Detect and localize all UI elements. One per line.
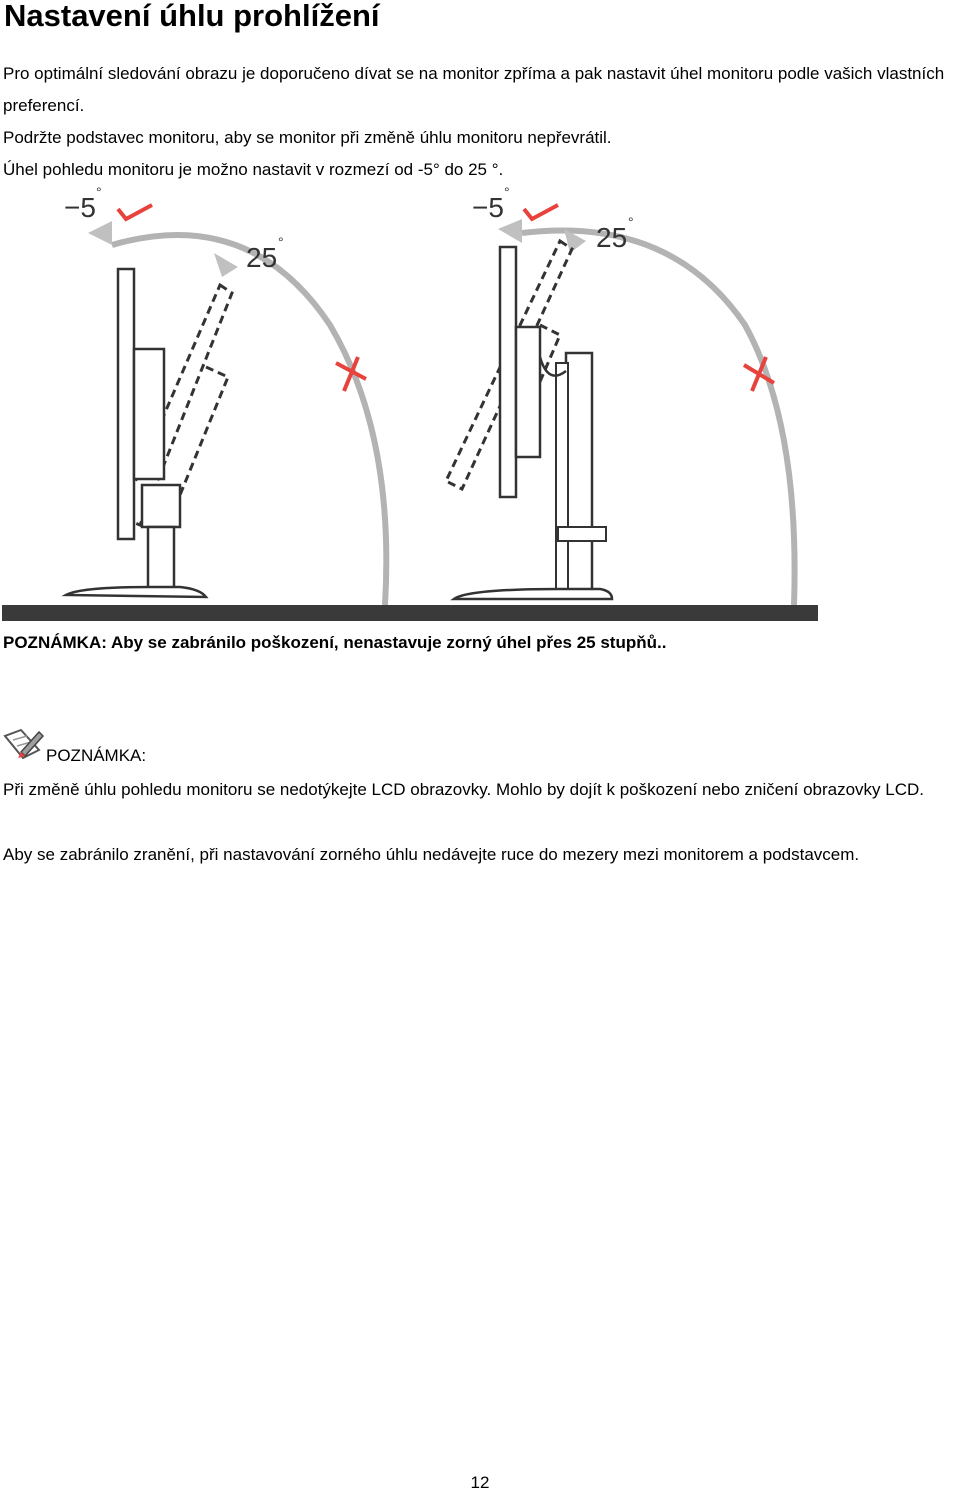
floor-bar (2, 605, 818, 621)
degree-sign: ° (278, 234, 284, 250)
hold-stand-paragraph: Podržte podstavec monitoru, aby se monitor při změně úhlu monitoru nepřevrátil. (3, 128, 612, 147)
degree-sign: ° (96, 185, 102, 200)
minus-label: −5 (472, 192, 504, 223)
tilt-warning: POZNÁMKA: Aby se zabránilo poškození, nenastavuje zorný úhel přes 25 stupňů.. (3, 633, 667, 652)
note-heading: POZNÁMKA: (46, 746, 147, 765)
page-number: 12 (470, 1473, 490, 1492)
intro-paragraph: Pro optimální sledování obrazu je doporučeno dívat se na monitor zpříma a pak nastavit úhel monitoru podle vašich vlastních preferencí. (3, 64, 945, 115)
check-icon (524, 205, 558, 219)
note-pencil-icon (3, 728, 45, 764)
degree-sign: ° (628, 214, 634, 230)
degree-sign: ° (504, 185, 510, 200)
arrow-left-icon (88, 221, 112, 245)
monitor-base (454, 589, 612, 599)
right-monitor-diagram (446, 185, 795, 605)
angle-range-paragraph: Úhel pohledu monitoru je možno nastavit v rozmezí od -5° do 25 °. (3, 160, 504, 179)
arrow-right-icon (214, 253, 238, 277)
tilt-label: 25 (596, 222, 628, 253)
monitor-stand (142, 485, 180, 527)
monitor-panel (500, 247, 516, 497)
page-title: Nastavení úhlu prohlížení (4, 0, 380, 33)
note-line-2: Aby se zabránilo zranění, při nastavování zorného úhlu nedávejte ruce do mezery mezi monitorem a podstavcem. (3, 845, 860, 864)
monitor-base (66, 587, 206, 597)
left-monitor-diagram (64, 185, 386, 605)
check-icon (118, 205, 152, 219)
note-line-1: Při změně úhlu pohledu monitoru se nedotýkejte LCD obrazovky. Mohlo by dojít k poškození nebo zničení obrazovky LCD. (3, 780, 925, 799)
tilt-label: 25 (246, 242, 278, 273)
monitor-stand (566, 353, 592, 593)
monitor-panel (118, 269, 134, 539)
minus-label: −5 (64, 192, 96, 223)
tilt-angle-figure (0, 185, 830, 625)
